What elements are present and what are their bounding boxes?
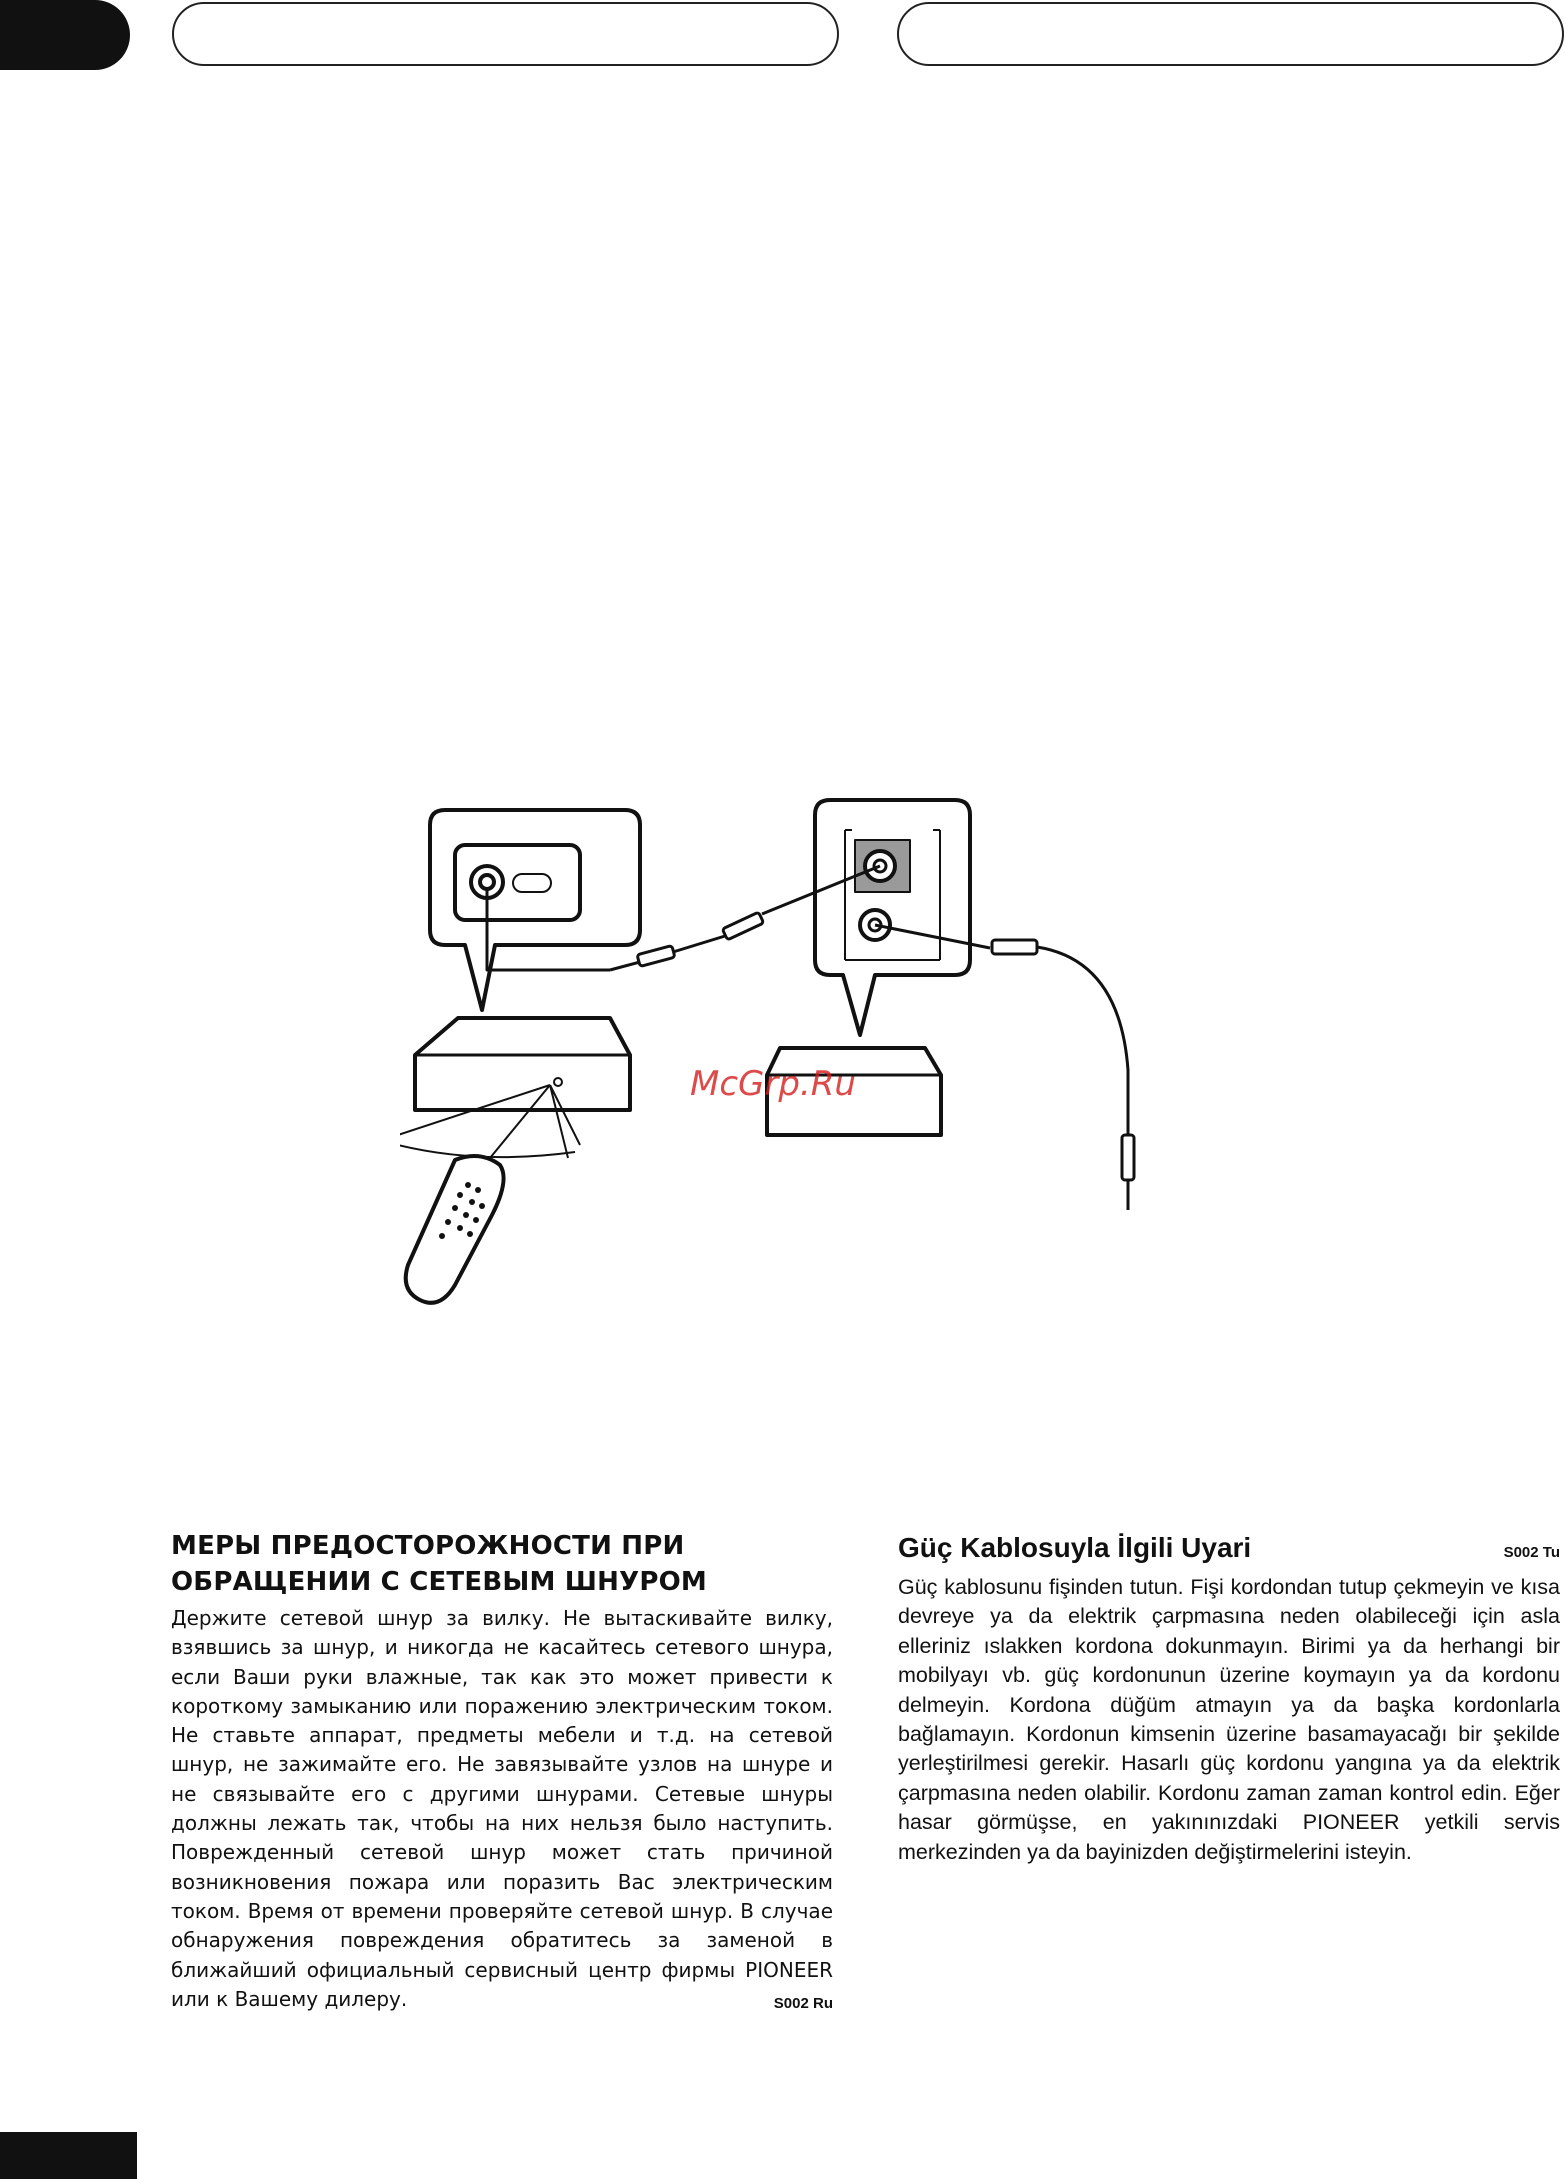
code-turkish: S002 Tu (1503, 1544, 1560, 1561)
slot-left (513, 874, 551, 892)
callout-left (430, 810, 640, 1010)
unit-left (415, 1018, 630, 1110)
heading-russian: МЕРЫ ПРЕДОСТОРОЖНОСТИ ПРИ ОБРАЩЕНИИ С СЕТЕВЫМ ШНУРОМ (171, 1531, 707, 1597)
remote-control (406, 1156, 504, 1303)
column-turkish (898, 1528, 1560, 1867)
chapter-tab (0, 0, 130, 70)
column-russian (171, 1528, 833, 2018)
code-russian: S002 Ru (773, 1994, 833, 2012)
watermark: McGrp.Ru (690, 1064, 856, 1104)
heading-turkish-row (898, 1528, 1560, 1573)
body-turkish: Güç kablosunu fişinden tutun. Fişi kordondan tutup çekmeyin ve kısa devreye ya da elektrik çarpmasına neden olabileceği için asla elleriniz ıslakken kordona dokunmayın. Birimi ya da herhangi bir mobilyayı vb. güç kordonunun üzerine koymayın ya da kordonu delmeyin. Kordona düğüm atmayın ya da başka kordonlarla bağlamayın. Kordonun kimsenin üzerine basamayacağı bir şekilde yerleştirilmesi gerekir. Hasarlı güç kordonu yangına ya da elektrik çarpmasına neden olabilir. Kordonu zaman zaman kontrol edin. Eğer hasar görmüşse, en yakınınızdaki PIONEER yetkili servis merkezinden ya da bayinizden değiştirmelerini isteyin. (898, 1575, 1560, 1864)
heading-turkish: Güç Kablosuyla İlgili Uyari (898, 1532, 1252, 1563)
body-russian (171, 1604, 833, 2014)
panel-left (455, 845, 580, 920)
plug-right (992, 940, 1037, 954)
connection-illustration (400, 790, 1180, 1310)
page-corner-block (0, 2132, 137, 2179)
body-russian-text: Держите сетевой шнур за вилку. Не вытаскивайте вилку, взявшись за шнур, и никогда не касайтесь сетевого шнура, если Ваши руки влажные, так как это может привести к короткому замыканию или поражению электрическим током. Не ставьте аппарат, предметы мебели и т.д. на сетевой шнур, не зажимайте его. Не завязывайте узлов на шнуре и не связывайте его с другими шнурами. Сетевые шнуры должны лежать так, чтобы на них нельзя было наступить. Поврежденный сетевой шнур может стать причиной возникновения пожара или поразить Вас электрическим током. Время от времени проверяйте сетевой шнур. В случае обнаружения повреждения обратитесь за заменой в ближайший официальный сервисный центр фирмы PIONEER или к Вашему дилеру. (171, 1606, 833, 2011)
callout-right (815, 800, 970, 1035)
jack-left-inner (480, 875, 494, 889)
header-box-left (172, 2, 839, 66)
plug-down (1122, 1135, 1134, 1180)
header-box-right (897, 2, 1564, 66)
